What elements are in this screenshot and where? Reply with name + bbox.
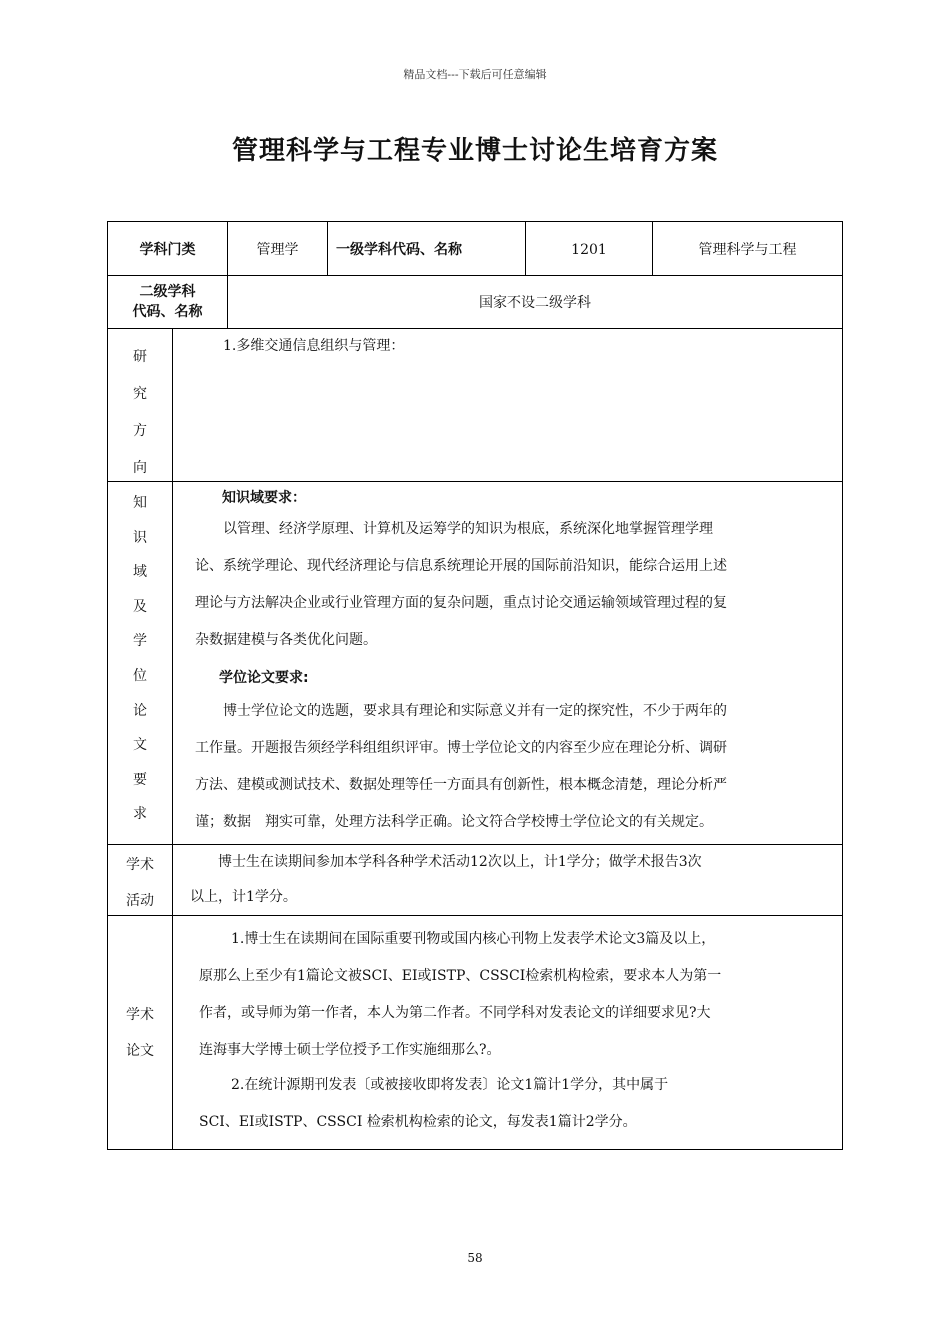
label-knowledge-thesis: 知 识 域 及 学 位 论 文 要 求: [107, 481, 173, 845]
academic-papers-content: [172, 915, 843, 1150]
papers-paragraph-2: 2.在统计源期刊发表〔或被接收即将发表〕论文1篇计1学分，其中属于 SCI、EI或ISTP、CSSCI 检索机构检索的论文，每发表1篇计2学分。: [199, 1077, 669, 1130]
thesis-heading: 学位论文要求:: [219, 670, 309, 686]
research-item-1: 1.多维交通信息组织与管理：: [223, 338, 405, 354]
papers-paragraph-1: 1.博士生在读期间在国际重要刊物或国内核心刊物上发表学术论文3篇及以上， 原那么上至少有1篇论文被SCI、EI或ISTP、CSSCI检索机构检索，要求本人为第一 作者，或导师为第一作者，本人为第二作者。不同学科对发表论文的详细要求见?大 连海事大学博士硕士学位授予工作实施细那么?。: [199, 931, 722, 1058]
label-second-level: 二级学科 代码、名称: [107, 275, 228, 329]
thesis-paragraph: 博士学位论文的选题，要求具有理论和实际意义并有一定的探究性，不少于两年的 工作量。开题报告须经学科组组织评审。博士学位论文的内容至少应在理论分析、调研 方法、建模或测试技术、数据处理等任一方面具有创新性，根本概念清楚，理论分析严 谨；数据 翔实可靠，处理方法科学正确。论文符合学校博士学位论文的有关规定。: [195, 703, 727, 830]
knowledge-heading: 知识域要求：: [222, 490, 306, 506]
document-title: 管理科学与工程专业博士讨论生培育方案: [231, 136, 718, 166]
header-note: 精品文档---下载后可任意编辑: [403, 68, 547, 81]
label-academic-papers: 学术 论文: [107, 915, 173, 1150]
page-number: 58: [467, 1251, 483, 1265]
discipline-name: 管理科学与工程: [652, 221, 843, 276]
label-academic-activity: 学术 活动: [107, 844, 173, 916]
knowledge-thesis-content: [172, 481, 843, 845]
second-level-value: 国家不设二级学科: [227, 275, 843, 329]
research-direction-content: [172, 328, 843, 482]
knowledge-paragraph: 以管理、经济学原理、计算机及运筹学的知识为根底，系统深化地掌握管理学理 论、系统学理论、现代经济理论与信息系统理论开展的国际前沿知识，能综合运用上述 理论与方法解决企业或行业管理方面的复杂问题，重点讨论交通运输领域管理过程的复 杂数据建模与各类优化问题。: [195, 521, 727, 648]
code-value: 1201: [525, 221, 653, 276]
label-research-direction: 研 究 方 向: [107, 328, 173, 482]
label-discipline: 学科门类: [107, 221, 228, 276]
discipline-value: 管理学: [227, 221, 328, 276]
label-first-level-code: 一级学科代码、名称: [327, 221, 526, 276]
activity-paragraph: 博士生在读期间参加本学科各种学术活动12次以上，计1学分；做学术报告3次 以上，计1学分。: [190, 854, 702, 905]
academic-activity-content: [172, 844, 843, 916]
